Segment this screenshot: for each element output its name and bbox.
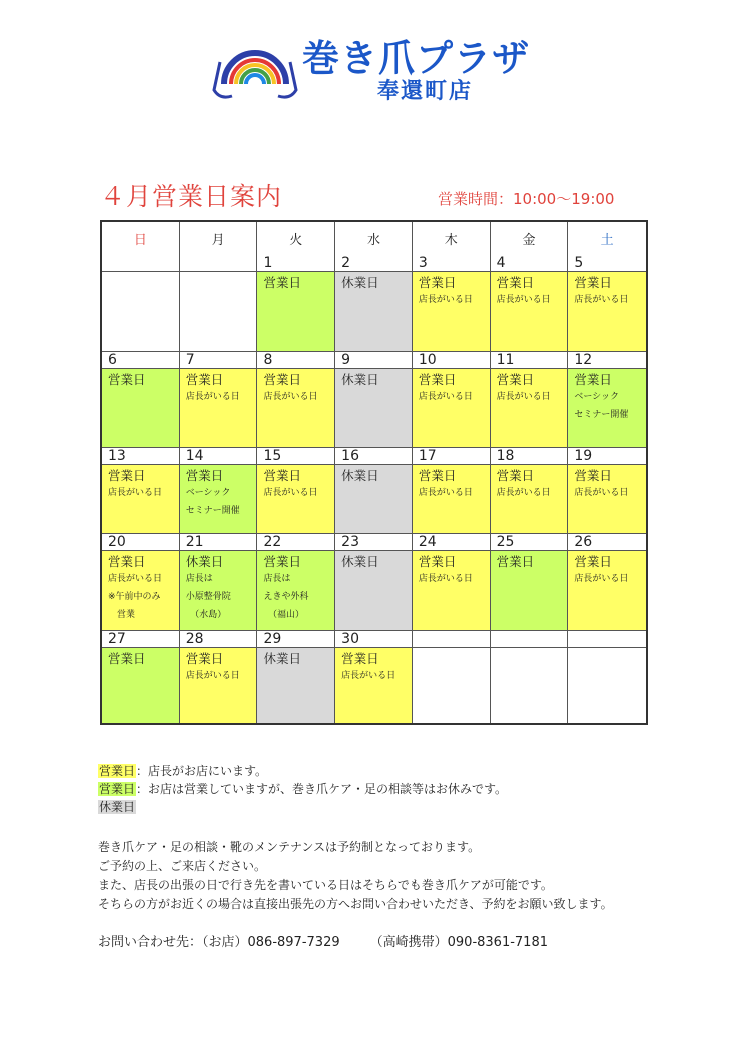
day-number (180, 255, 257, 272)
calendar-week-row (102, 447, 646, 533)
day-body (568, 648, 646, 723)
day-cell (180, 631, 258, 723)
day-note: 店長がいる日 (418, 488, 473, 498)
day-status: 営業日 (574, 468, 612, 483)
day-number (102, 255, 179, 272)
day-number: 3 (413, 255, 490, 272)
day-body (102, 369, 179, 447)
day-note: 店長がいる日 (185, 392, 240, 402)
branch-name: 奉還町店 (377, 79, 474, 104)
day-note: （福山） (263, 610, 304, 620)
day-number: 30 (335, 631, 412, 648)
day-note: （水島） (185, 610, 227, 620)
day-number: 2 (335, 255, 412, 272)
day-note: セミナー開催 (185, 506, 240, 516)
day-note: 店長は (263, 574, 291, 584)
note-line: 巻き爪ケア・足の相談・靴のメンテナンスは予約制となっております。 (98, 840, 481, 854)
day-note: 小原整骨院 (185, 592, 231, 602)
day-number: 1 (257, 255, 334, 272)
day-body (257, 465, 334, 533)
day-body (335, 551, 412, 630)
day-cell (491, 352, 569, 447)
day-cell (257, 255, 335, 351)
empty-day-cell (568, 631, 646, 723)
day-status: 営業日 (496, 554, 535, 569)
day-note: 店長がいる日 (496, 295, 551, 305)
legend-tag: 営業日 (99, 782, 136, 796)
day-cell (568, 448, 646, 533)
day-cell (180, 352, 258, 447)
day-status: 営業日 (108, 554, 146, 569)
day-body (568, 272, 646, 351)
day-number: 27 (102, 631, 179, 648)
day-cell (568, 255, 646, 351)
day-body (180, 648, 257, 723)
day-cell (102, 534, 180, 630)
day-body (180, 465, 257, 533)
empty-day-cell (413, 631, 491, 723)
day-cell (257, 448, 335, 533)
day-body (257, 551, 334, 630)
day-cell (102, 352, 180, 447)
day-status: 営業日 (108, 468, 146, 483)
day-note: 店長がいる日 (574, 295, 629, 305)
day-cell (491, 534, 569, 630)
legend-item-manager (98, 762, 507, 780)
day-body (335, 369, 412, 447)
day-cell (491, 255, 569, 351)
brand-name: 巻き爪プラザ (302, 37, 530, 80)
day-cell (413, 448, 491, 533)
day-number: 14 (180, 448, 257, 465)
day-status: 営業日 (574, 275, 612, 290)
logo (212, 28, 552, 108)
day-cell (257, 352, 335, 447)
day-status: 休業日 (341, 468, 379, 483)
day-note: 店長がいる日 (108, 574, 163, 584)
day-body (102, 465, 179, 533)
legend-tag: 営業日 (99, 764, 136, 778)
day-cell (491, 448, 569, 533)
day-number: 24 (413, 534, 490, 551)
day-cell (335, 352, 413, 447)
weekday-header: 金 (491, 222, 569, 255)
day-body (413, 369, 490, 447)
weekday-header: 土 (600, 233, 614, 248)
day-note: 店長がいる日 (263, 392, 318, 402)
day-body (491, 272, 568, 351)
legend-item-closed (98, 798, 507, 816)
day-cell (257, 534, 335, 630)
calendar-week-row (102, 255, 646, 351)
weekday-header: 木 (413, 222, 491, 255)
reservation-notes (98, 838, 613, 914)
day-body (257, 648, 334, 723)
day-status: 営業日 (263, 554, 301, 569)
day-note: ※午前中のみ (108, 592, 161, 602)
day-status: 営業日 (496, 468, 535, 483)
legend-item-open (98, 780, 507, 798)
day-note: 店長がいる日 (574, 574, 629, 584)
day-note: 店長がいる日 (263, 488, 318, 498)
day-number: 15 (257, 448, 334, 465)
day-number: 4 (491, 255, 568, 272)
contact-info (98, 931, 548, 950)
legend (98, 762, 507, 816)
day-body (335, 465, 412, 533)
day-note: セミナー開催 (574, 410, 629, 420)
day-note: 店長がいる日 (341, 671, 396, 681)
day-note: 店長がいる日 (108, 488, 163, 498)
day-note: 営業 (108, 610, 136, 620)
day-number: 16 (335, 448, 412, 465)
day-status: 営業日 (108, 651, 146, 666)
day-note: 店長がいる日 (574, 488, 629, 498)
legend-text: ：お店は営業していますが、巻き爪ケア・足の相談等はお休みです。 (136, 782, 508, 796)
empty-day-cell (180, 255, 258, 351)
day-body (413, 551, 490, 630)
day-note: 店長は (185, 574, 213, 584)
day-status: 休業日 (341, 372, 379, 387)
day-status: 営業日 (263, 275, 301, 290)
day-cell (413, 534, 491, 630)
day-status: 営業日 (496, 372, 535, 387)
calendar-weeks (102, 255, 646, 723)
day-status: 営業日 (341, 651, 379, 666)
day-body (257, 272, 334, 351)
weekday-header: 日 (102, 222, 180, 255)
calendar-week-row (102, 630, 646, 723)
rainbow-logo-icon (212, 28, 298, 104)
day-cell (568, 352, 646, 447)
day-status: 営業日 (418, 372, 457, 387)
day-body (180, 369, 257, 447)
day-body (413, 648, 490, 723)
mobile-phone[interactable]: 090-8361-7181 (447, 935, 548, 950)
day-number: 19 (568, 448, 646, 465)
mobile-label: （高崎携帯） (369, 935, 448, 950)
day-number: 6 (102, 352, 179, 369)
calendar-title: ４月営業日案内 (100, 182, 283, 211)
day-note: 店長がいる日 (418, 574, 473, 584)
day-body (568, 551, 646, 630)
day-number: 8 (257, 352, 334, 369)
day-body (102, 648, 179, 723)
day-status: 休業日 (341, 275, 379, 290)
day-body (491, 648, 568, 723)
day-status: 営業日 (418, 554, 457, 569)
calendar-table (100, 220, 648, 725)
day-cell (257, 631, 335, 723)
day-body (102, 272, 179, 351)
day-status: 営業日 (108, 372, 146, 387)
day-status: 休業日 (185, 554, 224, 569)
day-cell (335, 255, 413, 351)
day-number: 20 (102, 534, 179, 551)
day-status: 休業日 (341, 554, 379, 569)
note-line: ご予約の上、ご来店ください。 (98, 859, 267, 873)
day-body (491, 465, 568, 533)
day-note: 店長がいる日 (418, 295, 473, 305)
day-note: ベーシック (185, 488, 231, 498)
day-number (491, 631, 568, 648)
day-number: 12 (568, 352, 646, 369)
day-cell (568, 534, 646, 630)
business-hours: 営業時間：10:00〜19:00 (438, 190, 615, 208)
empty-day-cell (102, 255, 180, 351)
day-cell (335, 448, 413, 533)
day-note: 店長がいる日 (185, 671, 240, 681)
day-status: 営業日 (185, 372, 224, 387)
day-status: 営業日 (185, 651, 224, 666)
shop-phone[interactable]: 086-897-7329 (247, 935, 340, 950)
day-body (491, 369, 568, 447)
day-note: 店長がいる日 (496, 392, 551, 402)
day-cell (413, 352, 491, 447)
contact-label: お問い合わせ先：（お店） (98, 935, 248, 950)
day-body (413, 272, 490, 351)
day-status: 営業日 (418, 275, 457, 290)
day-body (335, 272, 412, 351)
day-number: 22 (257, 534, 334, 551)
day-cell (335, 631, 413, 723)
weekday-header: 水 (335, 222, 413, 255)
day-body (335, 648, 412, 723)
day-status: 営業日 (418, 468, 457, 483)
note-line: そちらの方がお近くの場合は直接出張先の方へお問い合わせいただき、予約をお願い致します。 (98, 897, 613, 911)
legend-text: ：店長がお店にいます。 (136, 764, 268, 778)
day-status: 休業日 (263, 651, 301, 666)
day-number: 23 (335, 534, 412, 551)
day-status: 営業日 (263, 468, 301, 483)
day-body (568, 369, 646, 447)
day-status: 営業日 (185, 468, 224, 483)
day-number: 7 (180, 352, 257, 369)
day-number: 9 (335, 352, 412, 369)
weekday-header-row (102, 222, 646, 255)
day-status: 営業日 (263, 372, 301, 387)
day-body (180, 272, 257, 351)
day-cell (335, 534, 413, 630)
day-number (568, 631, 646, 648)
day-number: 17 (413, 448, 490, 465)
day-note: えきや外科 (263, 592, 309, 602)
day-body (102, 551, 179, 630)
day-cell (413, 255, 491, 351)
day-body (180, 551, 257, 630)
weekday-header: 月 (180, 222, 258, 255)
legend-tag: 休業日 (99, 800, 136, 814)
day-note: ベーシック (574, 392, 619, 402)
day-number: 11 (491, 352, 568, 369)
day-cell (102, 631, 180, 723)
day-number (413, 631, 490, 648)
day-number: 13 (102, 448, 179, 465)
day-number: 25 (491, 534, 568, 551)
day-status: 営業日 (574, 554, 612, 569)
day-body (257, 369, 334, 447)
day-cell (180, 534, 258, 630)
day-cell (180, 448, 258, 533)
day-number: 28 (180, 631, 257, 648)
day-number: 21 (180, 534, 257, 551)
day-body (413, 465, 490, 533)
day-status: 営業日 (574, 372, 612, 387)
empty-day-cell (491, 631, 569, 723)
day-note: 店長がいる日 (496, 488, 551, 498)
day-number: 5 (568, 255, 646, 272)
calendar-week-row (102, 533, 646, 630)
day-number: 10 (413, 352, 490, 369)
weekday-header: 火 (257, 222, 335, 255)
calendar-week-row (102, 351, 646, 447)
day-number: 26 (568, 534, 646, 551)
day-body (568, 465, 646, 533)
day-status: 営業日 (496, 275, 535, 290)
note-line: また、店長の出張の日で行き先を書いている日はそちらでも巻き爪ケアが可能です。 (98, 878, 553, 892)
day-cell (102, 448, 180, 533)
day-number: 18 (491, 448, 568, 465)
day-body (491, 551, 568, 630)
day-note: 店長がいる日 (418, 392, 473, 402)
day-number: 29 (257, 631, 334, 648)
